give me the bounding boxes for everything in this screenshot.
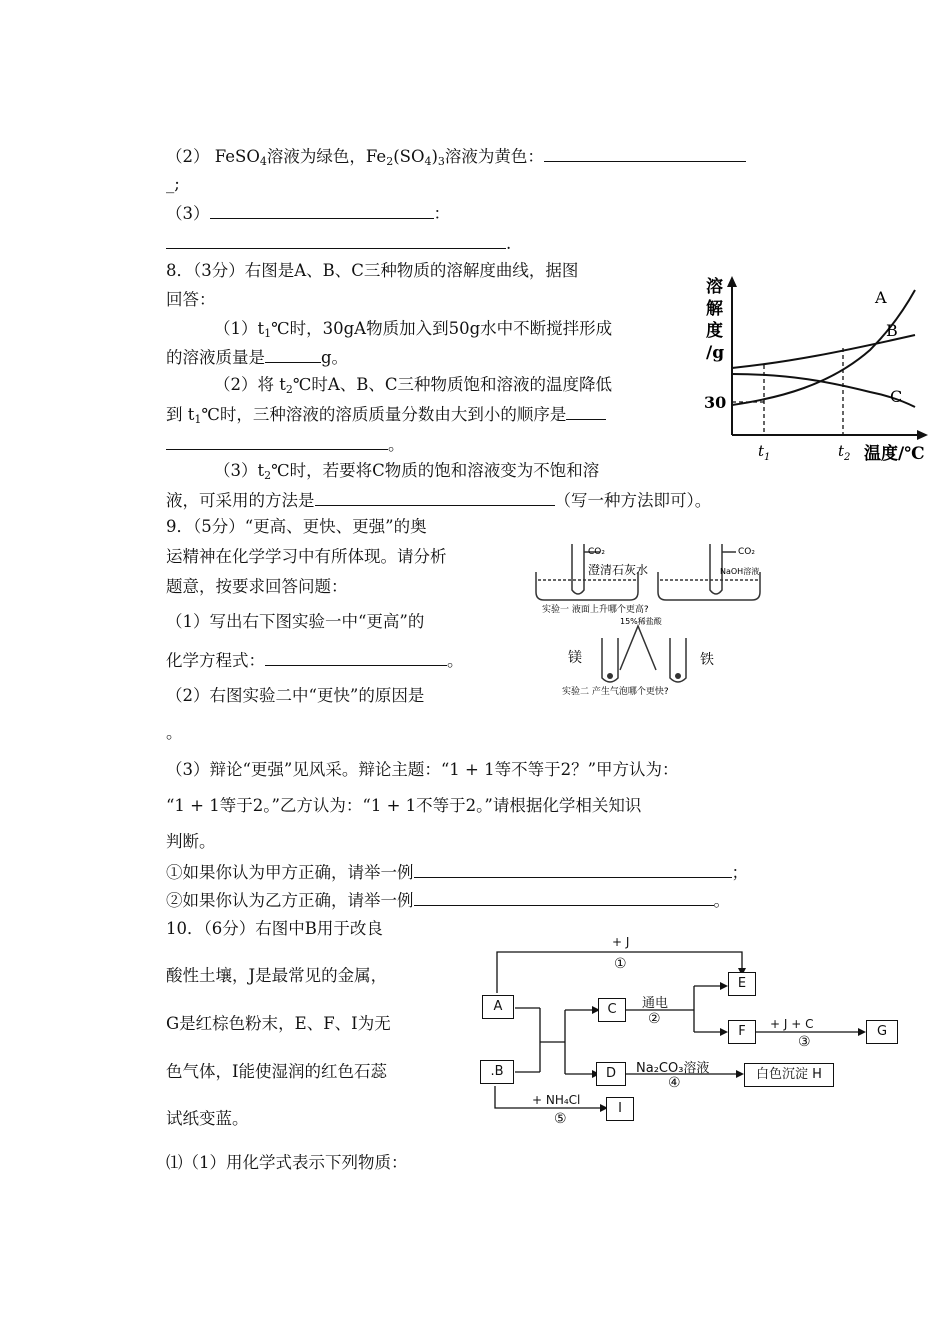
label-step-5: ⑤ bbox=[554, 1111, 567, 1127]
y-axis-arrow bbox=[727, 276, 737, 287]
y-label-2: 解 bbox=[706, 299, 723, 319]
q8-p3: $(3)t_2℃$时，若要将C物质的饱和溶液变为不饱和溶 bbox=[214, 461, 600, 482]
answer-blank[interactable] bbox=[414, 861, 732, 878]
q8-stem-line1: 8．（3分）右图是A、B、C三种物质的溶解度曲线，据图 bbox=[166, 261, 579, 280]
q9-l2: 运精神在化学学习中有所体现。请分析 bbox=[166, 547, 447, 566]
q10-l4: 色气体，I能使湿润的红色石蕊 bbox=[166, 1062, 388, 1081]
answer-blank[interactable] bbox=[414, 889, 714, 906]
label-co2-left: CO₂ bbox=[588, 547, 605, 557]
node-h: 白色沉淀 H bbox=[744, 1063, 834, 1087]
label-co2-right: CO₂ bbox=[738, 547, 755, 557]
node-f: F bbox=[728, 1020, 756, 1044]
q8-p2-line3: 。 bbox=[166, 433, 405, 456]
q10-l3: G是红棕色粉末，E、F、I为无 bbox=[166, 1014, 391, 1033]
q9-l10: 判断。 bbox=[166, 832, 216, 851]
label-step-1: ① bbox=[614, 956, 627, 972]
answer-blank[interactable] bbox=[544, 145, 746, 162]
label-fe: 铁 bbox=[700, 652, 714, 668]
answer-blank[interactable] bbox=[315, 489, 555, 506]
y-label-4: /g bbox=[706, 343, 725, 363]
q8-p1: $(1)t_1℃$时，30gA物质加入到50g水中不断搅拌形成 bbox=[214, 319, 613, 340]
caption-exp1: 实验一 液面上升哪个更高? bbox=[542, 605, 649, 615]
q9-l11: ①如果你认为甲方正确，请举一例 ； bbox=[166, 863, 748, 882]
label-step-2: ② bbox=[648, 1011, 661, 1027]
label-plus-j: + J bbox=[612, 935, 630, 949]
y-label-3: 度 bbox=[706, 321, 723, 341]
label-plus-j-c: + J + C bbox=[770, 1017, 814, 1031]
x-label: 温度/℃ bbox=[864, 444, 925, 464]
node-a: A bbox=[482, 995, 514, 1019]
node-g: G bbox=[866, 1020, 898, 1044]
q10-l5: 试纸变蓝。 bbox=[166, 1109, 249, 1128]
x-tick-t2: $t_2$ bbox=[838, 442, 851, 463]
label-na2co3: Na₂CO₃溶液 bbox=[636, 1061, 710, 1076]
q7-item3-line2: . bbox=[166, 232, 511, 255]
q10-l6: ⑴（1）用化学式表示下列物质： bbox=[166, 1153, 408, 1172]
label-electrolysis: 通电 bbox=[642, 996, 669, 1011]
answer-blank[interactable] bbox=[566, 403, 606, 420]
node-d: D bbox=[596, 1062, 626, 1086]
q9-l8: （3）辩论“更强”见风采。辩论主题：“1 + 1等不等于2？”甲方认为： bbox=[166, 760, 679, 779]
q8-p2-line2: 到 $t_1℃$时，三种溶液的溶质质量分数由大到小的顺序是 bbox=[166, 403, 606, 426]
label-step-4: ④ bbox=[668, 1075, 681, 1091]
x-tick-t1: $t_1$ bbox=[758, 442, 771, 463]
q9-l1: 9．（5分）“更高、更快、更强”的奥 bbox=[166, 517, 427, 536]
label-step-3: ③ bbox=[798, 1034, 811, 1050]
q7-item3: （3） ： bbox=[166, 204, 450, 223]
node-b: .B bbox=[480, 1060, 514, 1084]
caption-exp2: 实验二 产生气泡哪个更快? bbox=[562, 687, 669, 697]
node-e: E bbox=[728, 972, 756, 996]
q9-l5: 化学方程式： 。 bbox=[166, 651, 464, 670]
q10-l2: 酸性土壤，J是最常见的金属， bbox=[166, 966, 388, 985]
curve-a bbox=[732, 290, 915, 405]
answer-blank[interactable] bbox=[265, 346, 321, 363]
x-axis-arrow bbox=[917, 430, 928, 440]
series-label-c: C bbox=[890, 387, 903, 406]
q8-stem-line2: 回答： bbox=[166, 290, 216, 309]
node-c: C bbox=[598, 998, 626, 1022]
q7-item2: （2） FeSO$_4$溶液为绿色，$Fe_2(SO_4)_3$溶液为黄色： bbox=[166, 145, 746, 168]
y-tick-30: 30 bbox=[704, 393, 727, 412]
tube-left bbox=[572, 544, 584, 594]
q7-item2-tail: _; bbox=[166, 174, 180, 193]
solubility-curve-chart bbox=[700, 270, 940, 470]
q9-l12: ②如果你认为乙方正确，请举一例 。 bbox=[166, 891, 730, 910]
answer-blank[interactable] bbox=[166, 232, 506, 249]
q9-l6: （2）右图实验二中“更快”的原因是 bbox=[166, 686, 425, 705]
answer-blank[interactable] bbox=[265, 649, 447, 666]
label-acid: 15%稀盐酸 bbox=[620, 617, 662, 626]
y-label-1: 溶 bbox=[706, 277, 723, 297]
label-limewater: 澄清石灰水 bbox=[588, 563, 649, 577]
q8-p1-line2: 的溶液质量是 g。 bbox=[166, 348, 349, 367]
q9-l9: “1 + 1等于2。”乙方认为：“1 + 1不等于2。”请根据化学相关知识 bbox=[166, 796, 642, 815]
label-nh4cl: + NH₄Cl bbox=[532, 1093, 581, 1107]
experiment-illustration bbox=[530, 540, 770, 700]
series-label-a: A bbox=[875, 288, 887, 307]
q8-p3-line2: 液，可采用的方法是 （写一种方法即可）。 bbox=[166, 491, 712, 510]
basin-right bbox=[658, 572, 760, 600]
node-i: I bbox=[606, 1097, 634, 1121]
q9-l3: 题意，按要求回答问题： bbox=[166, 577, 348, 596]
q9-l7: 。 bbox=[166, 723, 183, 742]
label-mg: 镁 bbox=[568, 650, 582, 666]
answer-blank[interactable] bbox=[210, 202, 434, 219]
q10-l1: 10．（6分）右图中B用于改良 bbox=[166, 919, 383, 938]
q8-p2: （2）将 $t_2℃$时A、B、C三种物质饱和溶液的温度降低 bbox=[214, 375, 612, 396]
answer-blank[interactable] bbox=[166, 433, 388, 450]
acid-pointer bbox=[620, 626, 656, 670]
label-naoh: NaOH溶液 bbox=[720, 567, 760, 576]
series-label-b: B bbox=[886, 321, 898, 340]
q9-l4: （1）写出右下图实验一中“更高”的 bbox=[166, 612, 425, 631]
